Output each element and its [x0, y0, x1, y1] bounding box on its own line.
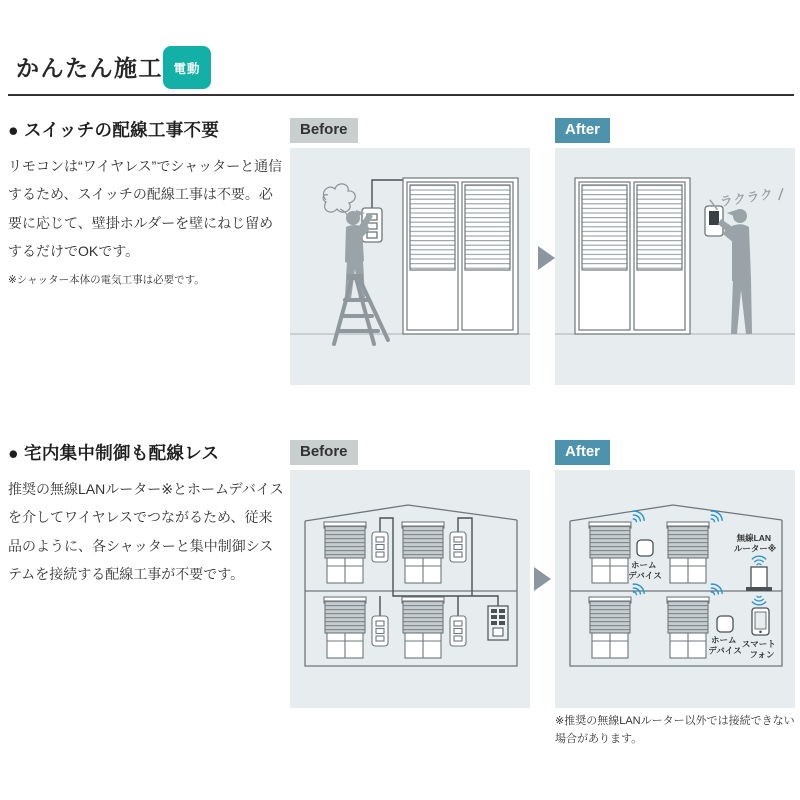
easy-annotation-text: ラクラク: [719, 186, 775, 210]
title-divider: [8, 94, 794, 96]
electric-badge: 電動: [163, 46, 211, 89]
home-device: [717, 616, 733, 632]
section1-heading: ● スイッチの配線工事不要: [8, 120, 220, 140]
router-footnote: ※推奨の無線LANルーター以外では接続できない場合があります。: [555, 715, 795, 746]
shutter: [403, 178, 518, 334]
central-control-panel: [488, 606, 508, 640]
after-wireless-house-illustration: [555, 470, 795, 708]
wall-switch: [450, 532, 466, 562]
before-after-arrow: [538, 246, 555, 270]
smartphone: [752, 608, 769, 635]
after-label: After: [555, 118, 610, 143]
shutter-window: [667, 597, 709, 658]
section2-heading: ● 宅内集中制御も配線レス: [8, 443, 220, 463]
section1-body: リモコンは“ワイヤレス”でシャッターと通信するため、スイッチの配線工事は不要。必要に応じて、壁掛ホルダーを壁にねじ留めするだけでOKです。: [8, 158, 283, 259]
section1-after-panel: [555, 118, 795, 385]
before-label: Before: [290, 118, 358, 143]
router-label: 無線LAN ルーター※: [733, 533, 777, 554]
home-device-label: ホーム デバイス: [708, 635, 742, 656]
wall-switch: [450, 616, 466, 646]
shutter-window: [402, 597, 444, 658]
after-label: After: [555, 440, 610, 465]
section1-note: ※シャッター本体の電気工事は必要です。: [8, 274, 205, 287]
smartphone-label: スマート フォン: [741, 639, 776, 660]
section1-text: [8, 117, 286, 287]
before-label: Before: [290, 440, 358, 465]
wall-switch: [372, 532, 388, 562]
shutter-window: [589, 597, 631, 658]
section2-before-panel: [290, 440, 530, 708]
section2-body: 推奨の無線LANルーター※とホームデバイスを介してワイヤレスでつながるため、従来品のように、各シャッターと集中制御システムを接続する配線工事が不要です。: [8, 481, 284, 582]
page-title: かんたん施工: [16, 55, 163, 81]
section2-after-panel: [555, 440, 795, 708]
shutter-window: [667, 522, 709, 583]
shutter-window: [402, 522, 444, 583]
shutter: [575, 178, 690, 334]
home-device-label: ホーム デバイス: [628, 560, 662, 581]
before-after-arrow: [534, 567, 551, 591]
shutter-window: [589, 522, 631, 583]
section1-before-panel: [290, 118, 530, 385]
home-device: [637, 540, 653, 556]
before-wired-house-illustration: [290, 470, 530, 708]
wall-switch: [372, 616, 388, 646]
shutter-window: [324, 597, 366, 658]
shutter-window: [324, 522, 366, 583]
after-wireless-illustration: [555, 148, 795, 385]
before-wiring-illustration: [290, 148, 530, 385]
section2-text: [8, 440, 286, 588]
